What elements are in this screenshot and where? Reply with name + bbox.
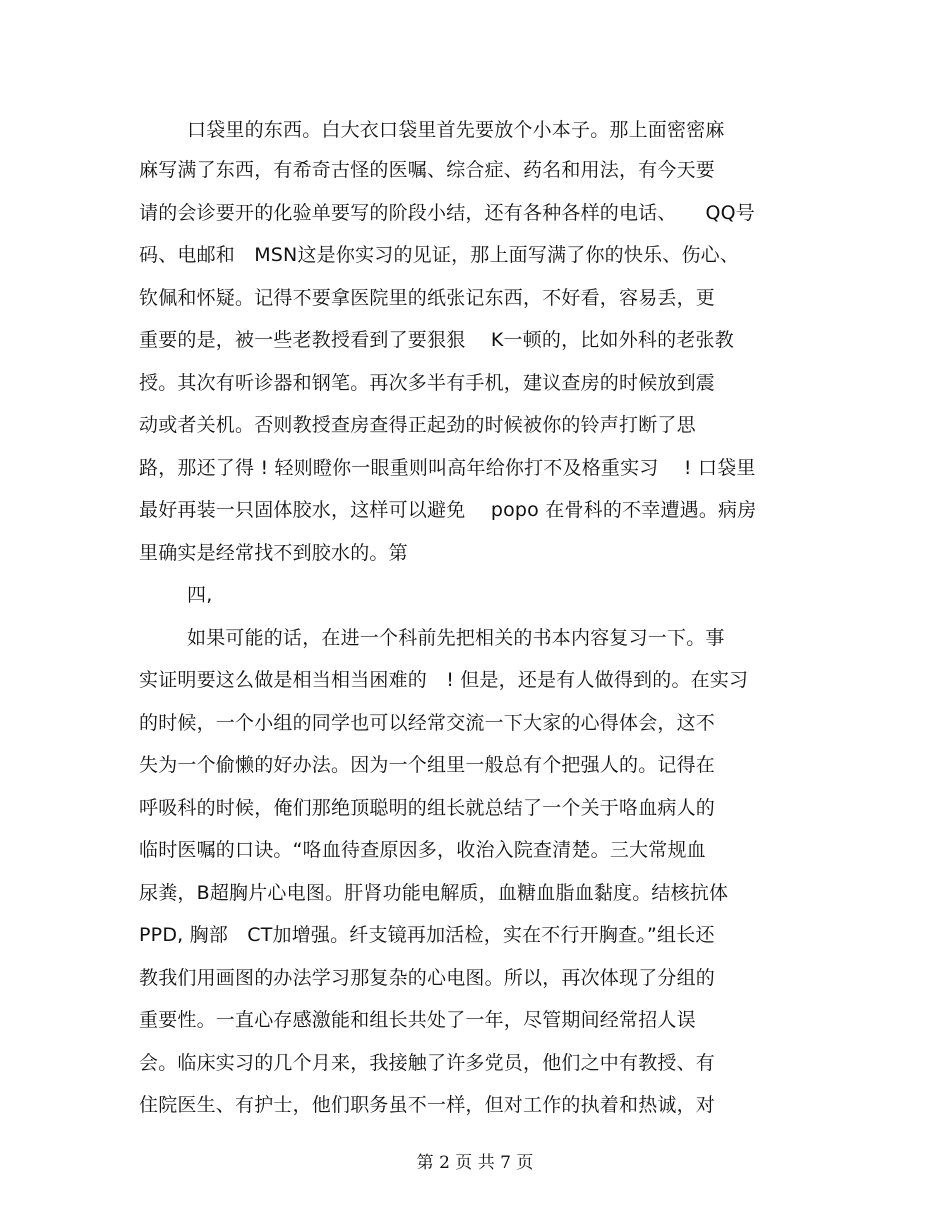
- text-line: 码、电邮和 MSN这是你实习的见证，那上面写满了你的快乐、伤心、: [139, 244, 740, 266]
- text-line: 动或者关机。否则教授查房查得正起劲的时候被你的铃声打断了思: [139, 414, 696, 436]
- text-line: 住院医生、有护士，他们职务虽不一样，但对工作的执着和热诚，对: [139, 1094, 716, 1116]
- text-line: 里确实是经常找不到胶水的。第: [139, 542, 408, 564]
- text-line: 请的会诊要开的化验单要写的阶段小结，还有各种各样的电话、 QQ号: [139, 202, 756, 224]
- text-line: 授。其次有听诊器和钢笔。再次多半有手机，建议查房的时候放到震: [139, 372, 716, 394]
- text-line: 呼吸科的时候，俺们那绝顶聪明的组长就总结了一个关于咯血病人的: [139, 797, 716, 819]
- text-line: 重要的是，被一些老教授看到了要狠狠 K一顿的，比如外科的老张教: [139, 329, 734, 351]
- text-line: 临时医嘱的口诀。“咯血待查原因多，收治入院查清楚。三大常规血: [139, 839, 706, 861]
- text-line: 如果可能的话，在进一个科前先把相关的书本内容复习一下。事: [187, 627, 725, 649]
- text-line: PPD, 胸部 CT加增强。纤支镜再加活检，实在不行开胸查。”组长还: [139, 924, 715, 946]
- text-line: 最好再装一只固体胶水，这样可以避免 popo 在骨科的不幸遭遇。病房: [139, 499, 757, 521]
- text-line: 失为一个偷懒的好办法。因为一个组里一般总有个把强人的。记得在: [139, 754, 716, 776]
- page-number-footer: 第 2 页 共 7 页: [416, 1153, 534, 1173]
- text-line: 重要性。一直心存感激能和组长共处了一年，尽管期间经常招人误: [139, 1009, 696, 1031]
- text-line: 实证明要这么做是相当相当困难的 ! 但是，还是有人做得到的。在实习: [139, 669, 749, 691]
- text-line: 口袋里的东西。白大衣口袋里首先要放个小本子。那上面密密麻: [187, 119, 725, 141]
- section-number: 四,: [187, 584, 213, 606]
- text-line: 麻写满了东西，有希奇古怪的医嘱、综合症、药名和用法，有今天要: [139, 159, 716, 181]
- text-line: 路，那还了得 ! 轻则瞪你一眼重则叫高年给你打不及格重实习 ! 口袋里: [139, 457, 756, 479]
- text-line: 的时候，一个小组的同学也可以经常交流一下大家的心得体会，这不: [139, 712, 716, 734]
- text-line: 教我们用画图的办法学习那复杂的心电图。所以，再次体现了分组的: [139, 967, 716, 989]
- text-line: 会。临床实习的几个月来，我接触了许多党员，他们之中有教授、有: [139, 1052, 716, 1074]
- text-line: 钦佩和怀疑。记得不要拿医院里的纸张记东西，不好看，容易丢，更: [139, 287, 716, 309]
- text-line: 尿粪，B超胸片心电图。肝肾功能电解质，血糖血脂血黏度。结核抗体: [139, 882, 729, 904]
